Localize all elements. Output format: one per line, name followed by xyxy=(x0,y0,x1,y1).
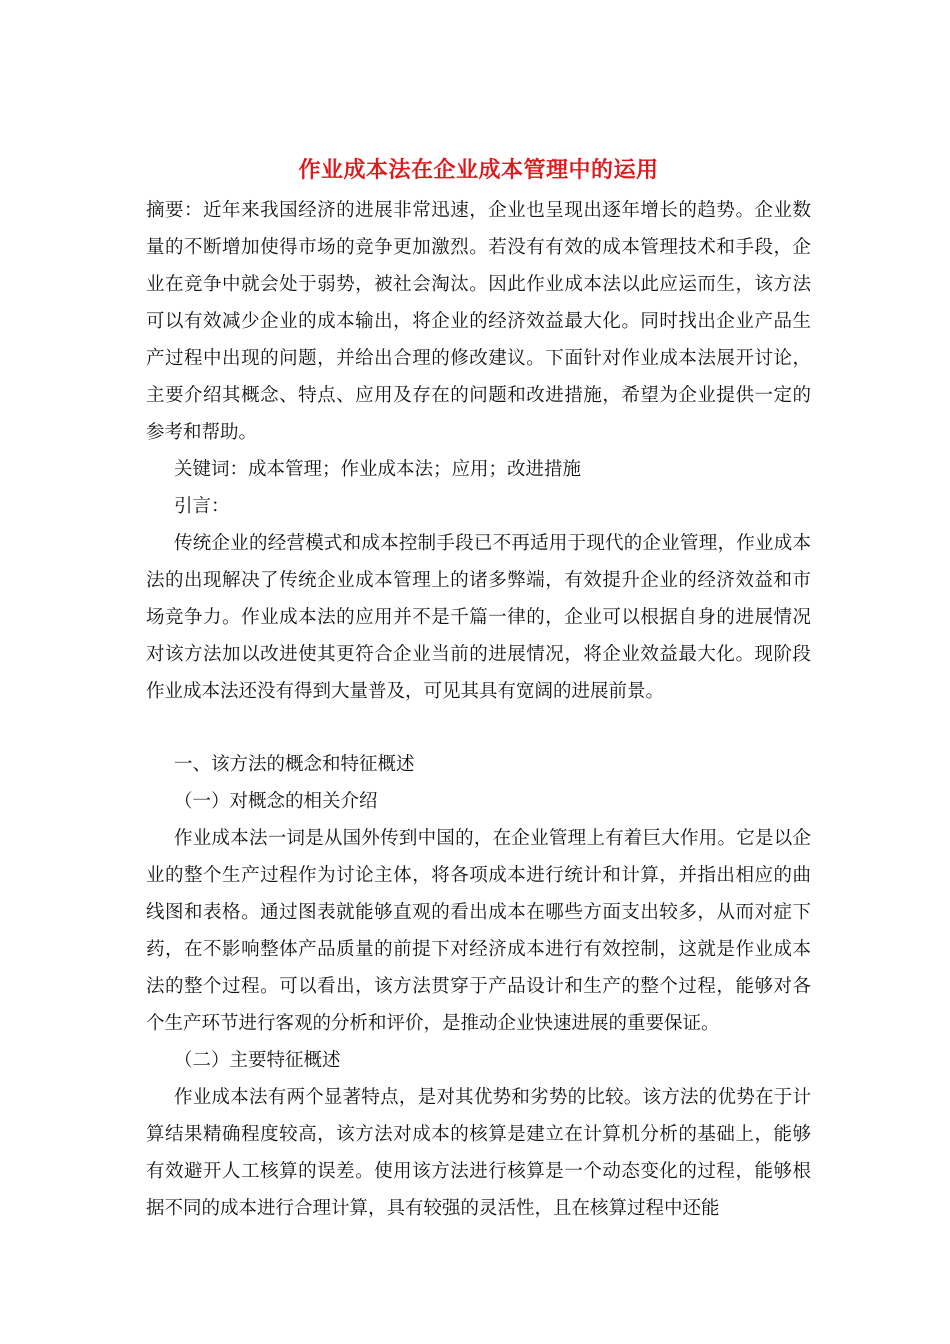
subsection-1-paragraph: 作业成本法一词是从国外传到中国的，在企业管理上有着巨大作用。它是以企业的整个生产过程作为讨论主体，将各项成本进行统计和计算，并指出相应的曲线图和表格。通过图表就能够直观的看出成本在哪些方面支出较多，从而对症下药，在不影响整体产品质量的前提下对经济成本进行有效控制，这就是作业成本法的整个过程。可以看出，该方法贯穿于产品设计和生产的整个过程，能够对各个生产环节进行客观的分析和评价，是推动企业快速进展的重要保证。 xyxy=(146,828,811,1034)
section-1-heading: 一、该方法的概念和特征概述 xyxy=(174,754,415,775)
intro-label: 引言： xyxy=(174,496,230,517)
subsection-2-heading: （二）主要特征概述 xyxy=(174,1050,341,1071)
abstract-paragraph: 摘要：近年来我国经济的进展非常迅速，企业也呈现出逐年增长的趋势。企业数量的不断增加使得市场的竞争更加激烈。若没有有效的成本管理技术和手段，企业在竞争中就会处于弱势，被社会淘汰。因此作业成本法以此应运而生，该方法可以有效减少企业的成本输出，将企业的经济效益最大化。同时找出企业产品生产过程中出现的问题，并给出合理的修改建议。下面针对作业成本法展开讨论，主要介绍其概念、特点、应用及存在的问题和改进措施，希望为企业提供一定的参考和帮助。 xyxy=(146,200,811,443)
paragraph-spacer xyxy=(146,710,811,746)
document-title: 作业成本法在企业成本管理中的运用 xyxy=(298,157,659,183)
subsection-1-heading: （一）对概念的相关介绍 xyxy=(174,791,378,812)
subsection-2-paragraph: 作业成本法有两个显著特点，是对其优势和劣势的比较。该方法的优势在于计算结果精确程度较高，该方法对成本的核算是建立在计算机分析的基础上，能够有效避开人工核算的误差。使用该方法进行核算是一个动态变化的过程，能够根据不同的成本进行合理计算，具有较强的灵活性，且在核算过程中还能 xyxy=(146,1087,811,1219)
document-page xyxy=(146,150,811,1227)
keywords-line: 关键词：成本管理；作业成本法；应用；改进措施 xyxy=(174,459,582,480)
intro-paragraph: 传统企业的经营模式和成本控制手段已不再适用于现代的企业管理，作业成本法的出现解决了传统企业成本管理上的诸多弊端，有效提升企业的经济效益和市场竞争力。作业成本法的应用并不是千篇一律的，企业可以根据自身的进展情况对该方法加以改进使其更符合企业当前的进展情况，将企业效益最大化。现阶段作业成本法还没有得到大量普及，可见其具有宽阔的进展前景。 xyxy=(146,533,811,702)
